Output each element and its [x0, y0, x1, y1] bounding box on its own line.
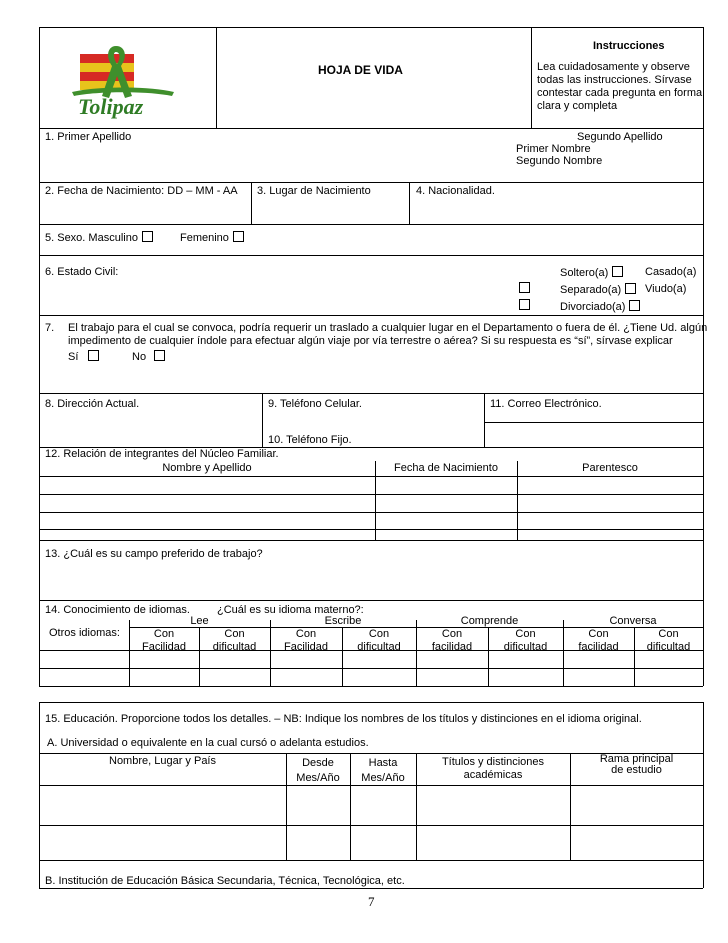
instructions-line-1: Lea cuidadosamente y observe	[537, 61, 690, 73]
col-parentesco: Parentesco	[582, 462, 638, 474]
primer-apellido-field[interactable]: 1. Primer Apellido	[45, 131, 132, 143]
page-title: HOJA DE VIDA	[318, 63, 403, 77]
instructions-line-3: contestar cada pregunta en forma	[537, 87, 703, 99]
col-nombre-apellido: Nombre y Apellido	[162, 462, 252, 474]
col-rama: Rama principal de estudio	[599, 753, 674, 776]
logo-text: Tolipaz	[78, 94, 144, 119]
conocimiento-idiomas-label: 14. Conocimiento de idiomas.	[45, 604, 190, 616]
institucion-basica-label: B. Institución de Educación Básica Secundaria, Técnica, Tecnológica, etc.	[45, 875, 405, 887]
page-number: 7	[368, 894, 375, 909]
escribe-dificultad-header: Con dificultad	[357, 628, 401, 653]
separado-checkbox[interactable]	[625, 283, 636, 294]
idioma-materno-field[interactable]: ¿Cuál es su idioma materno?:	[217, 604, 364, 616]
universidad-label: A. Universidad o equivalente en la cual cursó o adelanta estudios.	[47, 737, 369, 749]
nacionalidad-field[interactable]: 4. Nacionalidad.	[416, 185, 495, 197]
telefono-fijo-field[interactable]: 10. Teléfono Fijo.	[268, 434, 352, 446]
viudo-label: Viudo(a)	[645, 283, 687, 295]
lee-dificultad-header: Con dificultad	[212, 628, 257, 653]
direccion-field[interactable]: 8. Dirección Actual.	[45, 398, 140, 410]
separado-label: Separado(a)	[560, 283, 636, 297]
fecha-nacimiento-field[interactable]: 2. Fecha de Nacimiento: DD – MM - AA	[45, 185, 238, 197]
estado-civil-label: 6. Estado Civil:	[45, 266, 119, 278]
no-checkbox[interactable]	[154, 350, 165, 361]
comprende-facilidad-header: Con facilidad	[431, 628, 473, 653]
primer-nombre-field[interactable]: Primer Nombre	[516, 143, 591, 155]
divorciado-label: Divorciado(a)	[560, 300, 640, 314]
no-label: No	[132, 350, 165, 364]
group-escribe: Escribe	[324, 615, 362, 627]
correo-electronico-field[interactable]: 11. Correo Electrónico.	[490, 398, 602, 410]
group-conversa: Conversa	[609, 615, 657, 627]
q7-number: 7.	[45, 322, 55, 334]
sexo-label: 5. Sexo. Masculino	[45, 231, 153, 245]
col-fecha-nacimiento: Fecha de Nacimiento	[394, 462, 498, 474]
q7-line-2: impedimento de cualquier índole para efectuar algún viaje por vía terrestre o aérea? Si su respuesta es “sí”, sírvase explicar	[68, 335, 673, 347]
divorciado-checkbox[interactable]	[629, 300, 640, 311]
masculino-checkbox[interactable]	[142, 231, 153, 242]
soltero-checkbox[interactable]	[612, 266, 623, 277]
si-checkbox[interactable]	[88, 350, 99, 361]
instructions-title: Instrucciones	[593, 40, 665, 52]
otros-idiomas-label: Otros idiomas:	[49, 627, 120, 639]
casado-label: Casado(a)	[645, 266, 697, 278]
comprende-dificultad-header: Con dificultad	[503, 628, 548, 653]
segundo-apellido-field[interactable]: Segundo Apellido	[577, 131, 663, 143]
femenino-label: Femenino	[180, 231, 244, 245]
si-label: Sí	[68, 350, 99, 364]
nucleo-familiar-label: 12. Relación de integrantes del Núcleo Familiar.	[45, 448, 279, 460]
femenino-checkbox[interactable]	[233, 231, 244, 242]
escribe-facilidad-header: Con Facilidad	[283, 628, 329, 653]
col-hasta: Hasta Mes/Año	[361, 757, 405, 784]
instructions-line-4: clara y completa	[537, 100, 618, 112]
segundo-nombre-field[interactable]: Segundo Nombre	[516, 155, 603, 167]
viudo-checkbox[interactable]	[519, 299, 530, 310]
telefono-celular-field[interactable]: 9. Teléfono Celular.	[268, 398, 362, 410]
col-titulos: Títulos y distinciones académicas	[441, 756, 545, 781]
instructions-line-2: todas las instrucciones. Sírvase	[537, 74, 692, 86]
campo-preferido-field[interactable]: 13. ¿Cuál es su campo preferido de trabajo?	[45, 548, 263, 560]
casado-checkbox[interactable]	[519, 282, 530, 293]
tolipaz-logo	[68, 42, 178, 122]
group-lee: Lee	[190, 615, 209, 627]
conversa-dificultad-header: Con dificultad	[646, 628, 691, 653]
conversa-facilidad-header: Con facilidad	[578, 628, 619, 653]
group-comprende: Comprende	[460, 615, 519, 627]
lee-facilidad-header: Con Facilidad	[141, 628, 187, 653]
lugar-nacimiento-field[interactable]: 3. Lugar de Nacimiento	[257, 185, 371, 197]
q7-line-1: El trabajo para el cual se convoca, podría requerir un traslado a cualquier lugar en el Departamento o fuera de él. ¿Tiene Ud. algún	[68, 322, 708, 334]
col-desde: Desde Mes/Año	[296, 757, 340, 784]
col-nombre-lugar-pais: Nombre, Lugar y País	[109, 755, 216, 767]
soltero-label: Soltero(a)	[560, 266, 623, 280]
educacion-label: 15. Educación. Proporcione todos los detalles. – NB: Indique los nombres de los títulos y distinciones en el idioma original.	[45, 713, 642, 725]
